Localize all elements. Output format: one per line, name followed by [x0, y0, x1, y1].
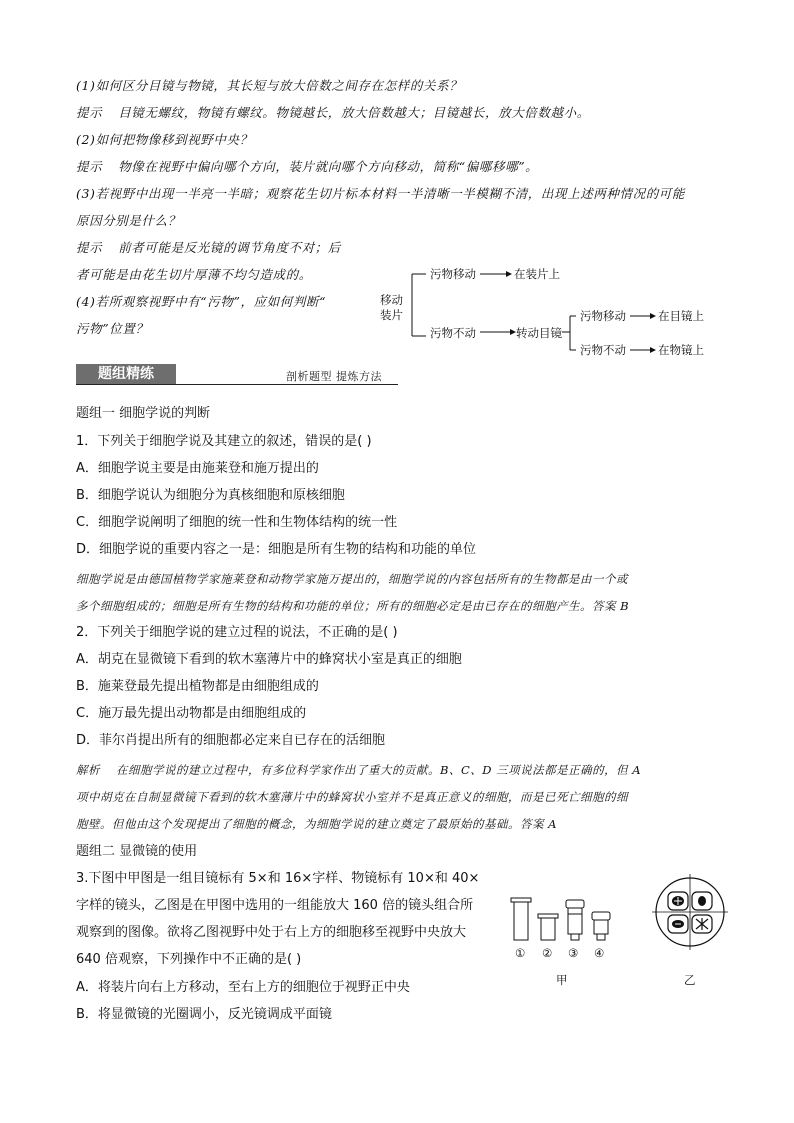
- option-g1-1-d: D．细胞学说的重要内容之一是：细胞是所有生物的结构和功能的单位: [76, 542, 477, 557]
- option-g1-1-c: C．细胞学说阐明了细胞的统一性和生物体结构的统一性: [76, 515, 398, 530]
- answer-1-text: 目镜无螺纹，物镜有螺纹。物镜越长，放大倍数越大；目镜越长，放大倍数越小。: [118, 105, 590, 120]
- question-2: (2)如何把物像移到视野中央？: [76, 132, 253, 147]
- explanation-g1-2-text: 在细胞学说的建立过程中，有多位科学家作出了重大的贡献。B、C、D 三项说法都是正确的，但 A: [116, 763, 642, 777]
- tip-label: 提示: [76, 159, 103, 174]
- flow-root-line-1: 移动: [380, 293, 403, 307]
- flow-branch-still: 污物不动: [430, 326, 476, 340]
- tip-label: 提示: [76, 105, 103, 120]
- question-g1-2: 2．下列关于细胞学说的建立过程的说法，不正确的是( ): [76, 625, 398, 640]
- question-g1-1: 1．下列关于细胞学说及其建立的叙述，错误的是( ): [76, 434, 372, 449]
- banner-subtitle: 剖析题型 提炼方法: [286, 370, 382, 383]
- option-g2-3-b: B．将显微镜的光圈调小，反光镜调成平面镜: [76, 1007, 332, 1022]
- explanation-g1-2-line-2: 项中胡克在自制显微镜下看到的软木塞薄片中的蜂窝状小室并不是真正意义的细胞，而是已死亡细胞的细: [76, 790, 628, 804]
- field-of-view-drawing: [652, 870, 728, 954]
- banner-title: 题组精练: [98, 366, 154, 382]
- group-1-title: 题组一 细胞学说的判断: [76, 406, 211, 421]
- explanation-g1-2-line-3: 胞壁。但他由这个发现提出了细胞的概念，为细胞学说的建立奠定了最原始的基础。答案 A: [76, 817, 557, 831]
- option-g1-1-b: B．细胞学说认为细胞分为真核细胞和原核细胞: [76, 488, 345, 503]
- explanation-label: 解析: [76, 763, 100, 777]
- figure-yi-field-of-view: [652, 870, 728, 990]
- question-3-line-1: (3)若视野中出现一半亮一半暗；观察花生切片标本材料一半清晰一半模糊不清，出现上述两种情况的可能: [76, 186, 686, 201]
- option-g2-3-a: A．将装片向右上方移动，至右上方的细胞位于视野正中央: [76, 980, 410, 995]
- figure-jia-lenses: [506, 894, 618, 990]
- flow-action-rotate-eyepiece: 转动目镜: [516, 326, 562, 340]
- lens-label-3: ③: [568, 946, 579, 960]
- answer-3-line-1: [76, 239, 341, 257]
- figure-yi-caption: 乙: [684, 973, 696, 987]
- lens-label-4: ④: [594, 946, 605, 960]
- tip-label: 提示: [76, 240, 103, 255]
- lens-label-2: ②: [542, 946, 553, 960]
- lens-drawings: [506, 894, 618, 954]
- flow-root-line-2: 装片: [380, 308, 403, 322]
- group-2-title: 题组二 显微镜的使用: [76, 844, 198, 859]
- explanation-g1-1-line-1: 细胞学说是由德国植物学家施莱登和动物学家施万提出的，细胞学说的内容包括所有的生物都是由一个或: [76, 572, 628, 586]
- answer-2-text: 物像在视野中偏向哪个方向，装片就向哪个方向移动，简称“偏哪移哪”。: [118, 159, 539, 174]
- answer-3-text: 前者可能是反光镜的调节角度不对；后: [118, 240, 341, 255]
- answer-1: [76, 104, 590, 122]
- option-g1-2-c: C．施万最先提出动物都是由细胞组成的: [76, 706, 307, 721]
- question-1: (1)如何区分目镜与物镜，其长短与放大倍数之间存在怎样的关系？: [76, 78, 463, 93]
- lens-label-1: ①: [515, 946, 526, 960]
- question-g2-3-line-3: 观察到的图像。欲将乙图视野中处于右上方的细胞移至视野中央放大: [76, 925, 467, 940]
- flow-sub-still: 污物不动: [580, 343, 626, 357]
- answer-3-line-2: 者可能是由花生切片厚薄不均匀造成的。: [76, 267, 312, 282]
- flow-sub-moving: 污物移动: [580, 309, 626, 323]
- question-g2-3-line-1: 3.下图中甲图是一组目镜标有 5×和 16×字样、物镜标有 10×和 40×: [76, 871, 480, 886]
- question-3-line-2: 原因分别是什么？: [76, 213, 181, 228]
- option-g1-1-a: A．细胞学说主要是由施莱登和施万提出的: [76, 461, 319, 476]
- flow-result-slide: 在装片上: [514, 267, 560, 281]
- flow-branch-moving: 污物移动: [430, 267, 476, 281]
- explanation-g1-1-line-2: 多个细胞组成的；细胞是所有生物的结构和功能的单位；所有的细胞必定是由已存在的细胞产生。答案 B: [76, 599, 630, 613]
- flow-result-objective: 在物镜上: [658, 343, 704, 357]
- section-banner: [76, 364, 406, 386]
- option-g1-2-b: B．施莱登最先提出植物都是由细胞组成的: [76, 679, 319, 694]
- question-g2-3-line-2: 字样的镜头，乙图是在甲图中选用的一组能放大 160 倍的镜头组合所: [76, 898, 474, 913]
- contamination-flow-diagram: [376, 262, 716, 362]
- option-g1-2-d: D．菲尔肖提出所有的细胞都必定来自已存在的活细胞: [76, 733, 386, 748]
- option-g1-2-a: A．胡克在显微镜下看到的软木塞薄片中的蜂窝状小室是真正的细胞: [76, 652, 462, 667]
- flow-result-eyepiece: 在目镜上: [658, 309, 704, 323]
- question-g2-3-line-4: 640 倍观察，下列操作中不正确的是( ): [76, 952, 302, 967]
- answer-2: [76, 158, 538, 176]
- explanation-g1-2-line-1: [76, 761, 641, 779]
- question-4-line-2: 污物”位置？: [76, 321, 149, 336]
- question-4-line-1: (4)若所观察视野中有“污物”，应如何判断“: [76, 294, 327, 309]
- banner-rule: [76, 384, 398, 385]
- figure-jia-caption: 甲: [556, 973, 568, 987]
